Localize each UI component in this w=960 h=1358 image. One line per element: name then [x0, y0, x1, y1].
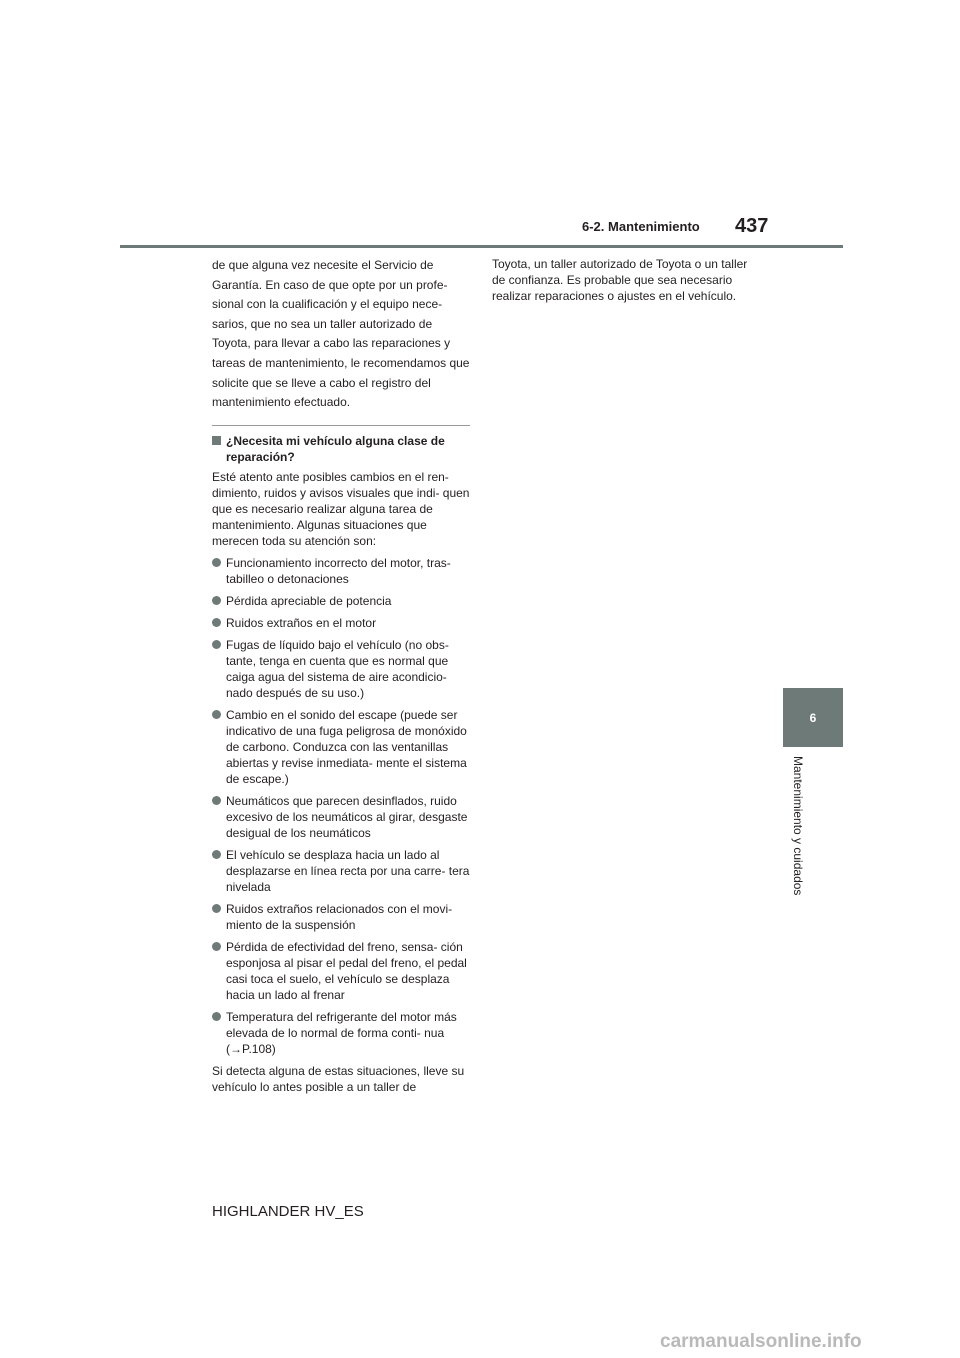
circle-bullet-icon	[212, 596, 221, 605]
list-item	[212, 793, 470, 841]
circle-bullet-icon	[212, 796, 221, 805]
footer-model-label: HIGHLANDER HV_ES	[212, 1203, 364, 1220]
section-title: 6-2. Mantenimiento	[582, 219, 700, 234]
right-column	[492, 256, 752, 304]
list-item-text: Ruidos extraños en el motor	[226, 615, 377, 630]
circle-bullet-icon	[212, 942, 221, 951]
circle-bullet-icon	[212, 904, 221, 913]
section-heading	[212, 433, 470, 465]
list-item	[212, 593, 470, 609]
intro-paragraph: de que alguna vez necesite el Servicio de Garantía. En caso de que opte por un profe- sional con la cualificación y el equipo nece- sarios, que no sea un taller autorizado de Toyota, para llevar a cabo las reparaciones y tareas de mantenimiento, le recomendamos que solicite que se lleve a cabo el registro del mantenimiento efectuado.	[212, 258, 470, 410]
circle-bullet-icon	[212, 710, 221, 719]
list-item	[212, 847, 470, 895]
circle-bullet-icon	[212, 850, 221, 859]
list-item-text: El vehículo se desplaza hacia un lado al desplazarse en línea recta por una carre- tera nivelada	[226, 847, 470, 894]
symptom-list	[212, 555, 470, 1057]
circle-bullet-icon	[212, 1012, 221, 1021]
circle-bullet-icon	[212, 640, 221, 649]
list-item-text: Funcionamiento incorrecto del motor, tras- tabilleo o detonaciones	[226, 555, 451, 586]
list-item-text: Cambio en el sonido del escape (puede ser indicativo de una fuga peligrosa de monóxido de carbono. Conduzca con las ventanillas abiertas y revise inmediata- mente el sistema de escape.)	[226, 707, 467, 786]
circle-bullet-icon	[212, 558, 221, 567]
list-item	[212, 615, 470, 631]
list-item	[212, 1009, 470, 1057]
left-column	[212, 256, 470, 1095]
section-heading-text: ¿Necesita mi vehículo alguna clase de reparación?	[226, 433, 445, 464]
list-item	[212, 939, 470, 1003]
header-rule	[120, 245, 843, 248]
closing-paragraph: Si detecta alguna de estas situaciones, lleve su vehículo lo antes posible a un taller de	[212, 1063, 465, 1094]
section-intro: Esté atento ante posibles cambios en el ren- dimiento, ruidos y avisos visuales que indi- quen que es necesario realizar alguna tarea de mantenimiento. Algunas situaciones que merecen toda su atención son:	[212, 469, 470, 548]
list-item	[212, 707, 470, 787]
continuation-paragraph: Toyota, un taller autorizado de Toyota o un taller de confianza. Es probable que sea necesario realizar reparaciones o ajustes en el vehículo.	[492, 257, 748, 303]
watermark: carmanualsonline.info	[660, 1331, 862, 1352]
list-item-text: Pérdida de efectividad del freno, sensa- ción esponjosa al pisar el pedal del freno, el pedal casi toca el suelo, el vehículo se desplaza hacia un lado al frenar	[226, 939, 467, 1002]
list-item-text: Ruidos extraños relacionados con el movi- miento de la suspensión	[226, 901, 453, 932]
list-item-text: Fugas de líquido bajo el vehículo (no obs- tante, tenga en cuenta que es normal que caiga agua del sistema de aire acondicio- nado después de su uso.)	[226, 637, 449, 700]
list-item-text: Neumáticos que parecen desinflados, ruido excesivo de los neumáticos al girar, desgaste desigual de los neumáticos	[226, 793, 468, 840]
list-item-text: Temperatura del refrigerante del motor más elevada de lo normal de forma conti- nua (→P.108)	[226, 1009, 457, 1056]
circle-bullet-icon	[212, 618, 221, 627]
chapter-number: 6	[809, 710, 817, 725]
list-item	[212, 555, 470, 587]
chapter-title: Mantenimiento y cuidados	[791, 756, 805, 896]
list-item	[212, 901, 470, 933]
section-divider	[212, 425, 470, 426]
page-number: 437	[735, 215, 769, 237]
list-item-text: Pérdida apreciable de potencia	[226, 593, 392, 608]
square-bullet-icon	[212, 436, 221, 445]
list-item	[212, 637, 470, 701]
chapter-tab	[783, 688, 843, 747]
